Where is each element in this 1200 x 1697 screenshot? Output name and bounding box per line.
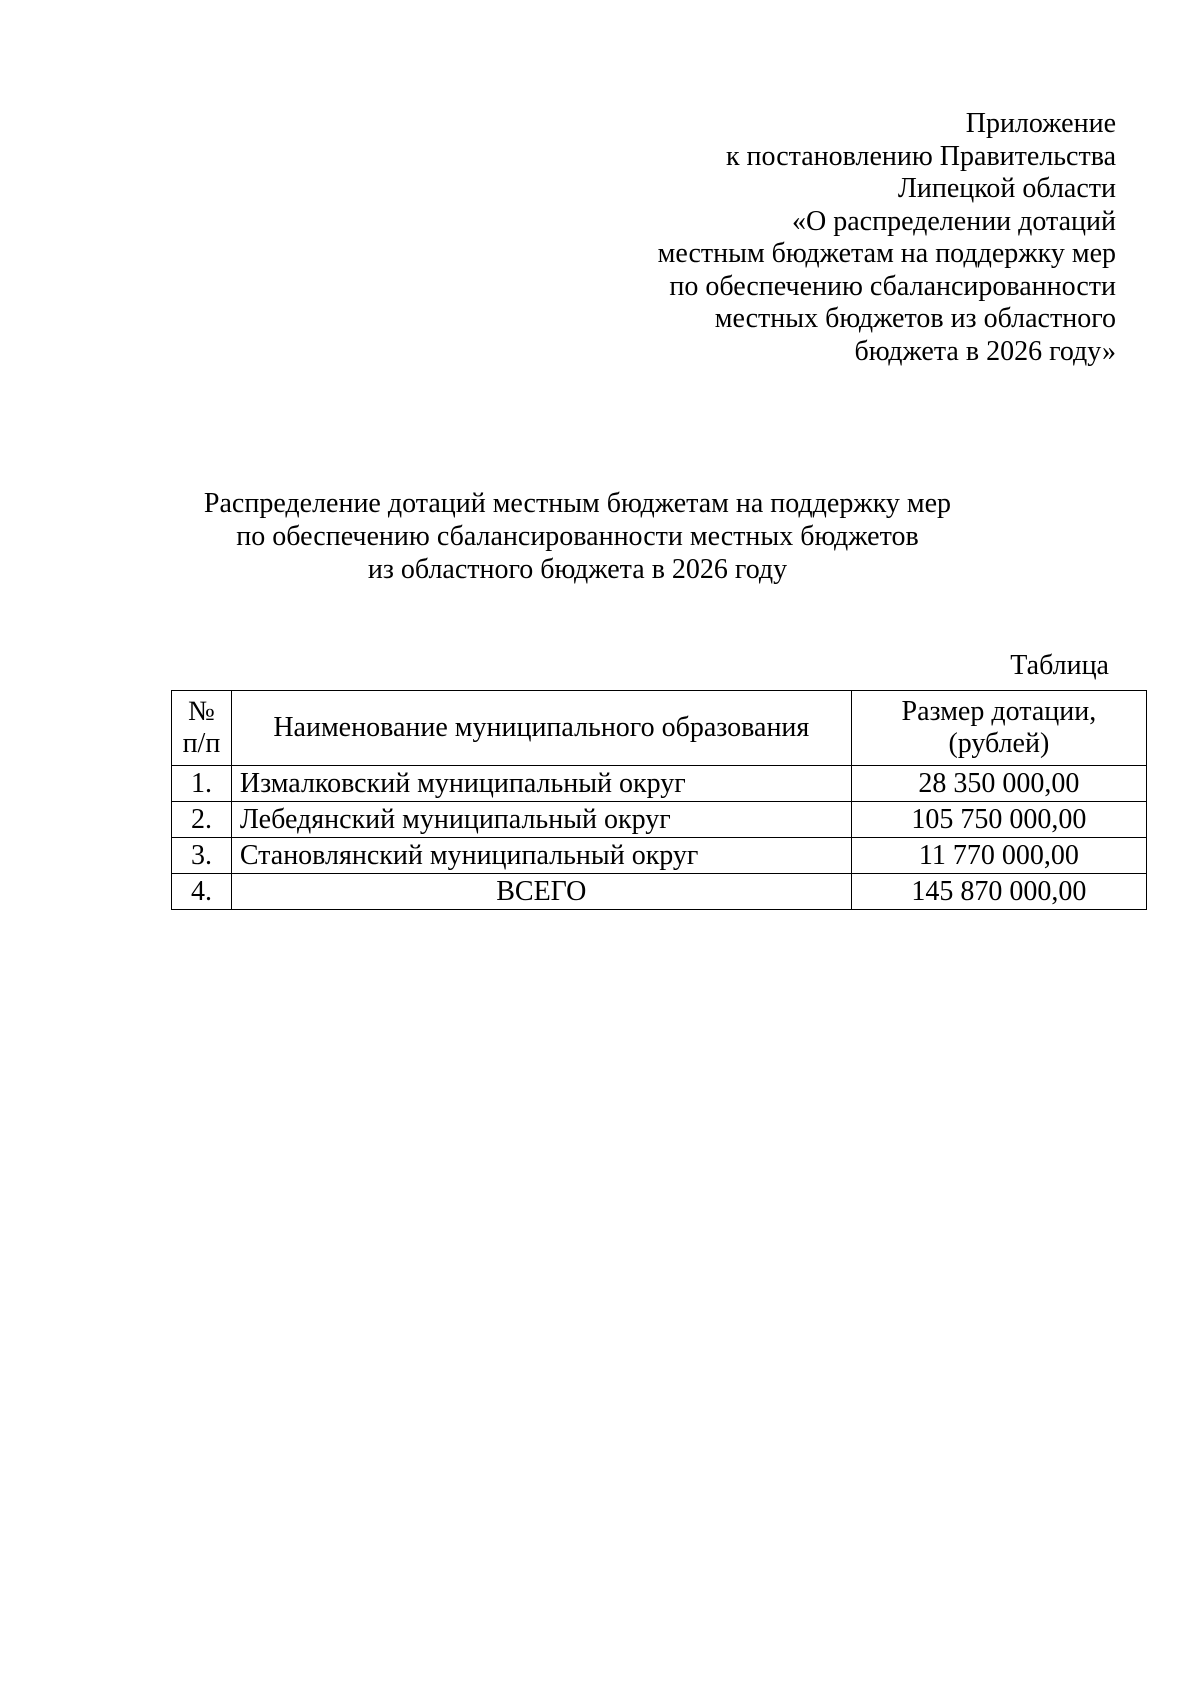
appendix-line: «О распределении дотаций — [792, 205, 1116, 237]
title-line: из областного бюджета в 2026 году — [367, 554, 788, 585]
header-name: Наименование муниципального образования — [231, 691, 851, 766]
table-row — [172, 802, 1147, 838]
row-name: Измалковский муниципальный округ — [231, 766, 851, 802]
row-name-total: ВСЕГО — [231, 874, 851, 910]
subsidy-table — [171, 690, 1147, 910]
title-line: по обеспечению сбалансированности местных бюджетов — [236, 521, 919, 552]
table-row — [172, 766, 1147, 802]
appendix-line: бюджета в 2026 году» — [854, 335, 1116, 367]
table-label: Таблица — [1010, 650, 1109, 681]
row-num: 2. — [172, 802, 232, 838]
title-line: Распределение дотаций местным бюджетам на поддержку мер — [203, 488, 952, 519]
header-num-line2: п/п — [182, 728, 221, 759]
table-header-row — [172, 691, 1147, 766]
row-num: 4. — [172, 874, 232, 910]
row-name: Лебедянский муниципальный округ — [231, 802, 851, 838]
header-amount-line2: (рублей) — [948, 728, 1050, 759]
appendix-line: к постановлению Правительства — [725, 140, 1116, 172]
appendix-line: по обеспечению сбалансированности — [669, 270, 1116, 302]
row-amount-total: 145 870 000,00 — [851, 874, 1146, 910]
appendix-line: местным бюджетам на поддержку мер — [657, 238, 1116, 269]
row-amount: 105 750 000,00 — [851, 802, 1146, 838]
header-amount — [851, 691, 1146, 766]
row-num: 1. — [172, 766, 232, 802]
table-row-total — [172, 874, 1147, 910]
row-amount: 11 770 000,00 — [851, 838, 1146, 874]
table-row — [172, 838, 1147, 874]
header-num-line1: № — [188, 696, 215, 727]
row-amount: 28 350 000,00 — [851, 766, 1146, 802]
appendix-block — [596, 108, 1116, 368]
appendix-line: Приложение — [965, 108, 1116, 139]
header-amount-line1: Размер дотации, — [901, 696, 1097, 727]
row-num: 3. — [172, 838, 232, 874]
document-title — [160, 487, 995, 586]
appendix-line: местных бюджетов из областного — [714, 303, 1116, 334]
appendix-line: Липецкой области — [897, 173, 1116, 204]
header-num — [172, 691, 232, 766]
row-name: Становлянский муниципальный округ — [231, 838, 851, 874]
